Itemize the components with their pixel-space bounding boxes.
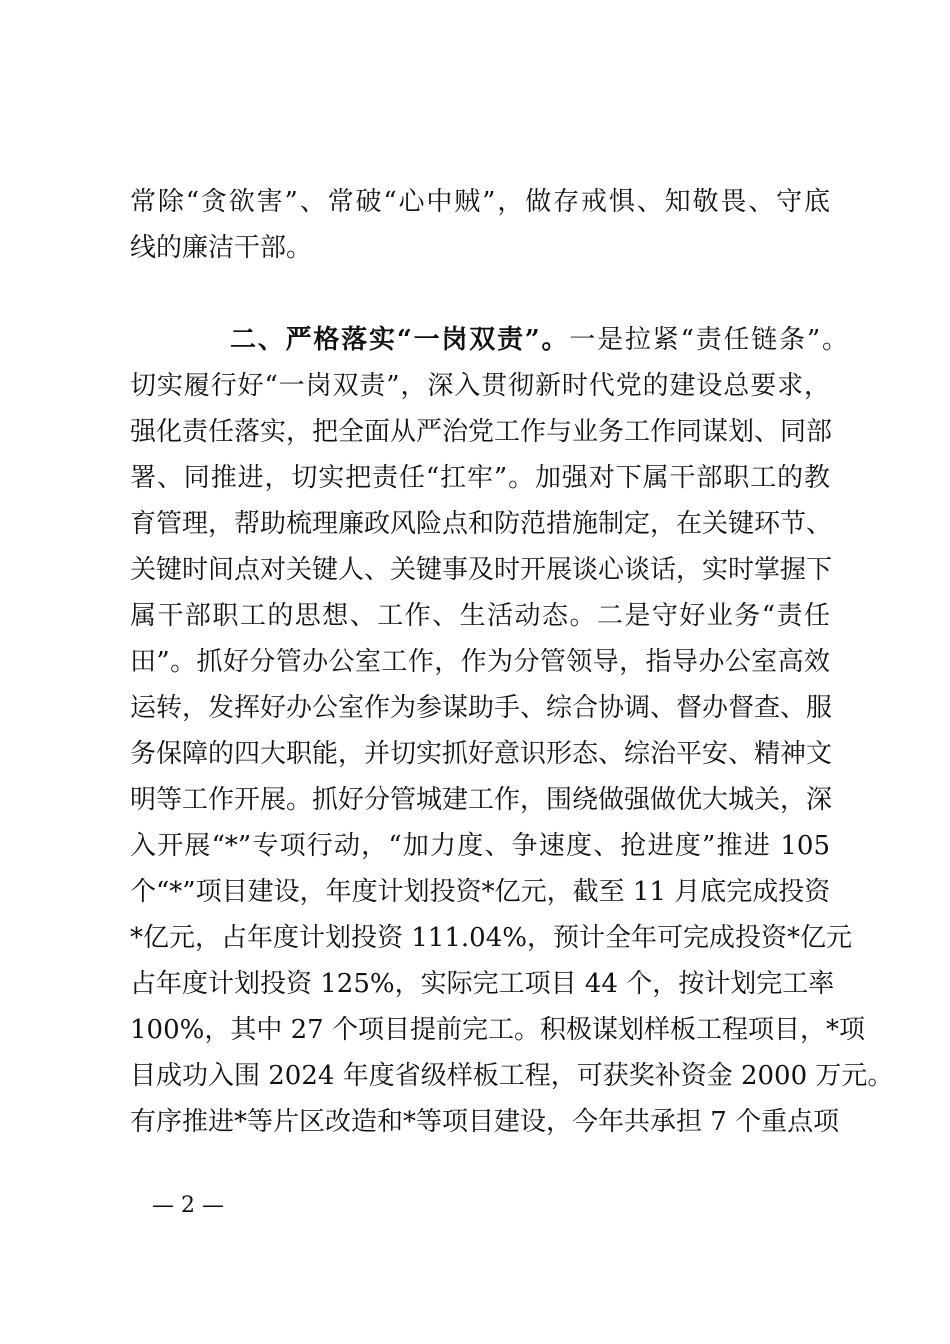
paragraph-line: 入开展“*”专项行动，“加力度、争速度、抢进度”推进 105 <box>130 831 830 861</box>
paragraph-line: 田”。抓好分管办公室工作，作为分管领导，指导办公室高效 <box>130 647 830 677</box>
section-heading-line <box>230 324 848 356</box>
section-heading-rest: 一是拉紧“责任链条”。 <box>569 325 848 355</box>
paragraph-line: 署、同推进，切实把责任“扛牢”。加强对下属干部职工的教 <box>130 463 830 493</box>
page-number: — 2 — <box>152 1193 224 1218</box>
paragraph-line: 明等工作开展。抓好分管城建工作，围绕做强做优大城关，深 <box>130 785 833 815</box>
paragraph-line: 100%，其中 27 个项目提前完工。积极谋划样板工程项目，*项 <box>130 1015 865 1045</box>
paragraph-line: 育管理，帮助梳理廉政风险点和防范措施制定，在关键环节、 <box>130 509 833 539</box>
paragraph-line: 目成功入围 2024 年度省级样板工程，可获奖补资金 2000 万元。 <box>130 1061 894 1091</box>
paragraph-line: *亿元，占年度计划投资 111.04%，预计全年可完成投资*亿元 <box>130 923 852 953</box>
paragraph-line: 有序推进*等片区改造和*等项目建设，今年共承担 7 个重点项 <box>130 1107 840 1137</box>
paragraph-line: 强化责任落实，把全面从严治党工作与业务工作同谋划、同部 <box>130 417 833 447</box>
paragraph-line: 属干部职工的思想、工作、生活动态。二是守好业务“责任 <box>130 601 830 631</box>
paragraph-line: 常除“贪欲害”、常破“心中贼”，做存戒惧、知敬畏、守底 <box>130 187 830 217</box>
paragraph-line: 运转，发挥好办公室作为参谋助手、综合协调、督办督查、服 <box>130 693 833 723</box>
paragraph-line: 线的廉洁干部。 <box>130 233 313 263</box>
paragraph-line: 务保障的四大职能，并切实抓好意识形态、综治平安、精神文 <box>130 739 833 769</box>
paragraph-line: 个“*”项目建设，年度计划投资*亿元，截至 11 月底完成投资 <box>130 877 831 907</box>
paragraph-line: 占年度计划投资 125%，实际完工项目 44 个，按计划完工率 <box>130 969 835 999</box>
paragraph-line: 关键时间点对关键人、关键事及时开展谈心谈话，实时掌握下 <box>130 555 833 585</box>
paragraph-line: 切实履行好“一岗双责”，深入贯彻新时代党的建设总要求， <box>130 371 830 401</box>
section-heading: 二、严格落实“一岗双责”。 <box>230 325 570 355</box>
